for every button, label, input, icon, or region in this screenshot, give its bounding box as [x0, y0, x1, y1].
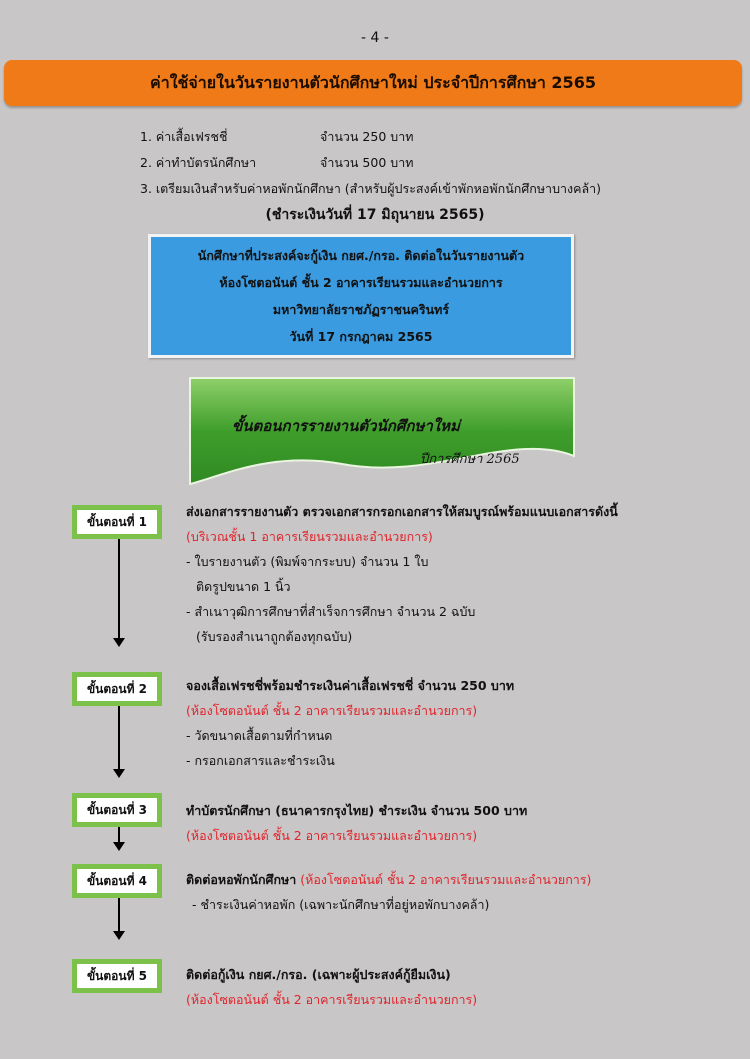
step-item: (รับรองสำเนาถูกต้องทุกฉบับ) [196, 629, 353, 644]
payment-date: (ชำระเงินวันที่ 17 มิถุนายน 2565) [265, 207, 485, 223]
step-4-label: ขั้นตอนที่ 4 [72, 864, 162, 898]
step-heading: ติดต่อกู้เงิน กยศ./กรอ. (เฉพาะผู้ประสงค์กู้ยืมเงิน) [186, 967, 451, 982]
step-item: - ใบรายงานตัว (พิมพ์จากระบบ) จำนวน 1 ใบ [186, 554, 429, 569]
step-heading: ทำบัตรนักศึกษา (ธนาคารกรุงไทย) ชำระเงิน จำนวน 500 บาท [186, 803, 528, 818]
loan-notice-box [148, 234, 574, 358]
step-item: - สำเนาวุฒิการศึกษาที่สำเร็จการศึกษา จำนวน 2 ฉบับ [186, 604, 476, 619]
step-3-content [186, 798, 527, 848]
banner-title: ขั้นตอนการรายงานตัวนักศึกษาใหม่ [232, 417, 460, 435]
step-2-label: ขั้นตอนที่ 2 [72, 672, 162, 706]
page-title: ค่าใช้จ่ายในวันรายงานตัวนักศึกษาใหม่ ประจำปีการศึกษา 2565 [150, 72, 596, 92]
step-heading: ติดต่อหอพักนักศึกษา [186, 872, 297, 887]
step-2-content [186, 673, 514, 773]
step-arrow [118, 827, 120, 843]
page-number: - 4 - [361, 30, 389, 46]
arrow-down-icon [113, 769, 125, 778]
step-arrow [118, 898, 120, 932]
step-1-content [186, 499, 618, 649]
step-location: (ห้องโซตอนันต์ ชั้น 2 อาคารเรียนรวมและอำนวยการ) [186, 703, 478, 718]
step-5-label: ขั้นตอนที่ 5 [72, 959, 162, 993]
step-arrow [118, 539, 120, 639]
banner-subtitle: ปีการศึกษา 2565 [420, 452, 520, 467]
step-location: (ห้องโซตอนันต์ ชั้น 2 อาคารเรียนรวมและอำนวยการ) [300, 872, 592, 887]
fee-list [140, 124, 601, 202]
loan-notice-line: วันที่ 17 กรกฎาคม 2565 [289, 329, 433, 344]
step-1-label: ขั้นตอนที่ 1 [72, 505, 162, 539]
step-heading: จองเสื้อเฟรชชี่พร้อมชำระเงินค่าเสื้อเฟรชชี่ จำนวน 250 บาท [186, 678, 515, 693]
step-3-label: ขั้นตอนที่ 3 [72, 793, 162, 827]
fee-amount: จำนวน 500 บาท [320, 155, 414, 170]
arrow-down-icon [113, 638, 125, 647]
fee-label: 3. เตรียมเงินสำหรับค่าหอพักนักศึกษา (สำหรับผู้ประสงค์เข้าพักหอพักนักศึกษาบางคล้า) [140, 181, 602, 196]
step-item: - วัดขนาดเสื้อตามที่กำหนด [186, 728, 333, 743]
step-4-content [186, 867, 591, 917]
step-location: (ห้องโซตอนันต์ ชั้น 2 อาคารเรียนรวมและอำนวยการ) [186, 992, 478, 1007]
fee-label: 2. ค่าทำบัตรนักศึกษา [140, 155, 257, 170]
step-item: - ชำระเงินค่าหอพัก (เฉพาะนักศึกษาที่อยู่หอพักบางคล้า) [192, 897, 490, 912]
step-heading-row [186, 867, 591, 892]
fee-item [140, 176, 601, 202]
loan-notice-line: นักศึกษาที่ประสงค์จะกู้เงิน กยศ./กรอ. ติดต่อในวันรายงานตัว [197, 248, 525, 263]
step-arrow [118, 706, 120, 770]
step-heading: ส่งเอกสารรายงานตัว ตรวจเอกสารกรอกเอกสารให้สมบูรณ์พร้อมแนบเอกสารดังนี้ [186, 504, 618, 519]
title-bar [4, 60, 742, 106]
loan-notice-line: ห้องโซตอนันต์ ชั้น 2 อาคารเรียนรวมและอำนวยการ [219, 275, 503, 290]
fee-item [140, 124, 601, 150]
step-location: (บริเวณชั้น 1 อาคารเรียนรวมและอำนวยการ) [186, 529, 433, 544]
step-5-content [186, 962, 477, 1012]
step-item: ติดรูปขนาด 1 นิ้ว [196, 579, 291, 594]
fee-item [140, 150, 601, 176]
fee-amount: จำนวน 250 บาท [320, 129, 414, 144]
loan-notice-line: มหาวิทยาลัยราชภัฏราชนครินทร์ [272, 302, 450, 317]
step-location: (ห้องโซตอนันต์ ชั้น 2 อาคารเรียนรวมและอำนวยการ) [186, 828, 478, 843]
fee-label: 1. ค่าเสื้อเฟรชชี่ [140, 129, 228, 144]
step-item: - กรอกเอกสารและชำระเงิน [186, 753, 335, 768]
arrow-down-icon [113, 931, 125, 940]
arrow-down-icon [113, 842, 125, 851]
